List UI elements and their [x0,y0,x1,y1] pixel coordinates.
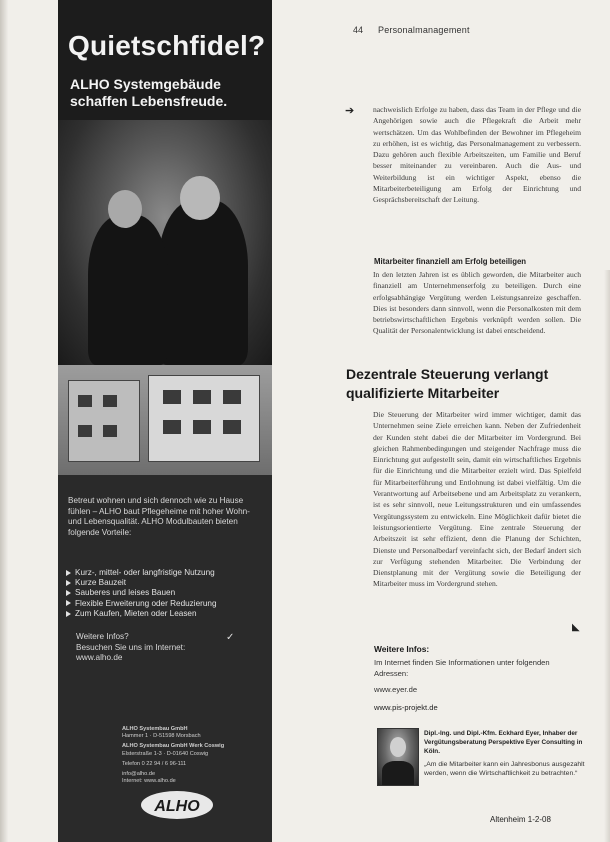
company-line: Internet: www.alho.de [122,778,176,785]
building-window [78,425,92,437]
company-line: Elsterstraße 1-3 · D-01640 Coswig [122,750,209,757]
author-portrait [377,728,419,786]
alho-logo-text: ALHO [154,798,200,815]
ad-more-info-line: Besuchen Sie uns im Internet: [76,642,186,652]
list-item: Flexible Erweiterung oder Reduzierung [66,599,266,609]
building-block [68,380,140,462]
company-line: Telefon 0 22 94 / 6 96-111 [122,760,187,767]
bullet-triangle-icon [66,600,71,606]
ad-intro-text: Betreut wohnen und sich dennoch wie zu Hause fühlen – ALHO baut Pflegeheime mit hoher Wohn- und Lebensqualität. ALHO Modulbauten bieten folgende Vorteile: [68,496,250,537]
continuation-arrow-icon: ➔ [345,105,355,117]
building-window [163,420,181,434]
ad-company-address [122,726,262,785]
portrait-face [390,737,406,757]
page-footer: Altenheim 1-2-08 [490,815,551,824]
ad-website-link[interactable]: www.alho.de [76,653,123,663]
article-heading: Dezentrale Steuerung verlangt qualifizierte Mitarbeiter [346,366,549,401]
building-window [163,390,181,404]
author-bio: Dipl.-Ing. und Dipl.-Kfm. Eckhard Eyer, Inhaber der Vergütungsberatung Perspektive Eyer Consulting in Köln. [424,730,583,755]
bullet-triangle-icon [66,570,71,576]
building-window [223,420,241,434]
ad-building-photo [58,365,272,475]
building-window [103,425,117,437]
building-window [193,390,211,404]
alho-logo [140,790,214,820]
ad-subtitle: ALHO Systemgebäude schaffen Lebensfreude. [70,76,228,109]
link-pis-projekt[interactable]: www.pis-projekt.de [374,703,438,712]
page-edge-shadow [604,270,610,842]
end-of-article-icon: ◣ [572,622,580,633]
building-block [148,375,260,462]
weitere-infos-title: Weitere Infos: [374,644,430,654]
ad-photo-couple [58,120,272,365]
article-paragraph-1: nachweislich Erfolge zu haben, dass das Team in der Pflege und die Angehörigen sowie auch die Pflegekraft die Arbeit mehr wertschätzen. Um das Wohlbefinden der Bewohner im Pflegeheim zu erhöhen, ist es wichtig, das Personalmanagement zu verbessern. Dazu gehören auch flexible Arbeitszeiten, um Familie und Beruf besser miteinander zu vereinbaren. Auch die Aus- und Weiterbildung ist ein wichtiger Aspekt, ebenso die Mitarbeiterbeteiligung am Erfolg der Einrichtung und Gesprächsbereitschaft der Leitung. [373,105,581,205]
photo-figure-woman [88,215,168,365]
company-line: Hammer 1 · D-51598 Morsbach [122,733,201,740]
article-subheading: Mitarbeiter finanziell am Erfolg beteiligen [374,257,527,266]
photo-face-man [180,176,220,220]
page-spine-shadow [0,0,8,842]
bullet-triangle-icon [66,580,71,586]
company-line: ALHO Systembau GmbH Werk Coswig [122,743,225,750]
alho-advertisement [58,0,272,842]
article-paragraph-2: In den letzten Jahren ist es üblich geworden, die Mitarbeiter auch finanziell am Unternehmenserfolg zu beteiligen. Durch eine erfolgsabhängige Vergütung werden Leistungsanreize geschaffen. Dies ist besonders dann sinnvoll, wenn die Personalkosten mit dem betriebswirtschaftlichen Ergebnis verknüpft werden sollen. Die Qualität der Personalentwicklung ist dabei entscheidend. [373,270,581,336]
building-window [193,420,211,434]
running-header: Personalmanagement [378,25,470,35]
bullet-triangle-icon [66,590,71,596]
list-item: Kurze Bauzeit [66,578,266,588]
page-number: 44 [353,25,364,35]
bullet-triangle-icon [66,611,71,617]
portrait-body [382,761,414,785]
article-paragraph-3: Die Steuerung der Mitarbeiter wird immer wichtiger, damit das Unternehmen seine Ziele erreichen kann. Neben der Zufriedenheit der Kunden steht dabei die der Mitarbeiter im Vordergrund. Bei gleichen Rahmenbedingungen und steigender Nachfrage muss die Einrichtung gut aufgestellt sein, damit ein wirtschaftliches Ergebnis für die Einrichtung und die Mitarbeiter erzielt wird. Das Spielfeld für Mitarbeiterführung und Entlohnung ist dabei vielfältig. Um die Verantwortung auf Arbeitsebene und am Arbeitsplatz zu verankern, ist es sehr sinnvoll, neue Leitungsstrukturen und ein umfassendes Vergütungssystem zu entwickeln. Eine Möglichkeit dafür bietet die leistungsorientierte Vergütung. Eine zentrale Steuerung der Arbeitszeit ist sehr effizient, denn die Planung der Schichten, Dienste und Personalbedarf vereinfacht sich, der Bedarf ändert sich zur Verfügung stehenden Mitarbeiter. Die Verbindung der Dienstplanung mit der Vergütung sowie die Beteiligung der Mitarbeiter muss im Vordergrund stehen. [373,410,581,589]
ad-more-info-title: Weitere Infos? [76,632,129,641]
list-item: Zum Kaufen, Mieten oder Leasen [66,609,266,619]
building-window [223,390,241,404]
list-item: Kurz-, mittel- oder langfristige Nutzung [66,568,266,578]
author-quote: „Am die Mitarbeiter kann ein Jahresbonus ausgezahlt werden, wenn die Wirtschaftlichkeit zu betrachten.“ [424,761,585,778]
link-eyer[interactable]: www.eyer.de [374,685,418,694]
company-line: info@alho.de [122,771,156,778]
list-item: Sauberes und leises Bauen [66,588,266,598]
ad-title: Quietschfidel? [68,30,266,61]
weitere-infos-text: Im Internet finden Sie Informationen unter folgenden Adressen: [374,658,550,679]
check-mark-icon: ✓ [226,632,235,643]
building-window [103,395,117,407]
building-window [78,395,92,407]
photo-face-woman [108,190,142,228]
company-line: ALHO Systembau GmbH [122,726,188,732]
ad-benefits-list [66,568,266,619]
photo-figure-man [158,200,248,365]
